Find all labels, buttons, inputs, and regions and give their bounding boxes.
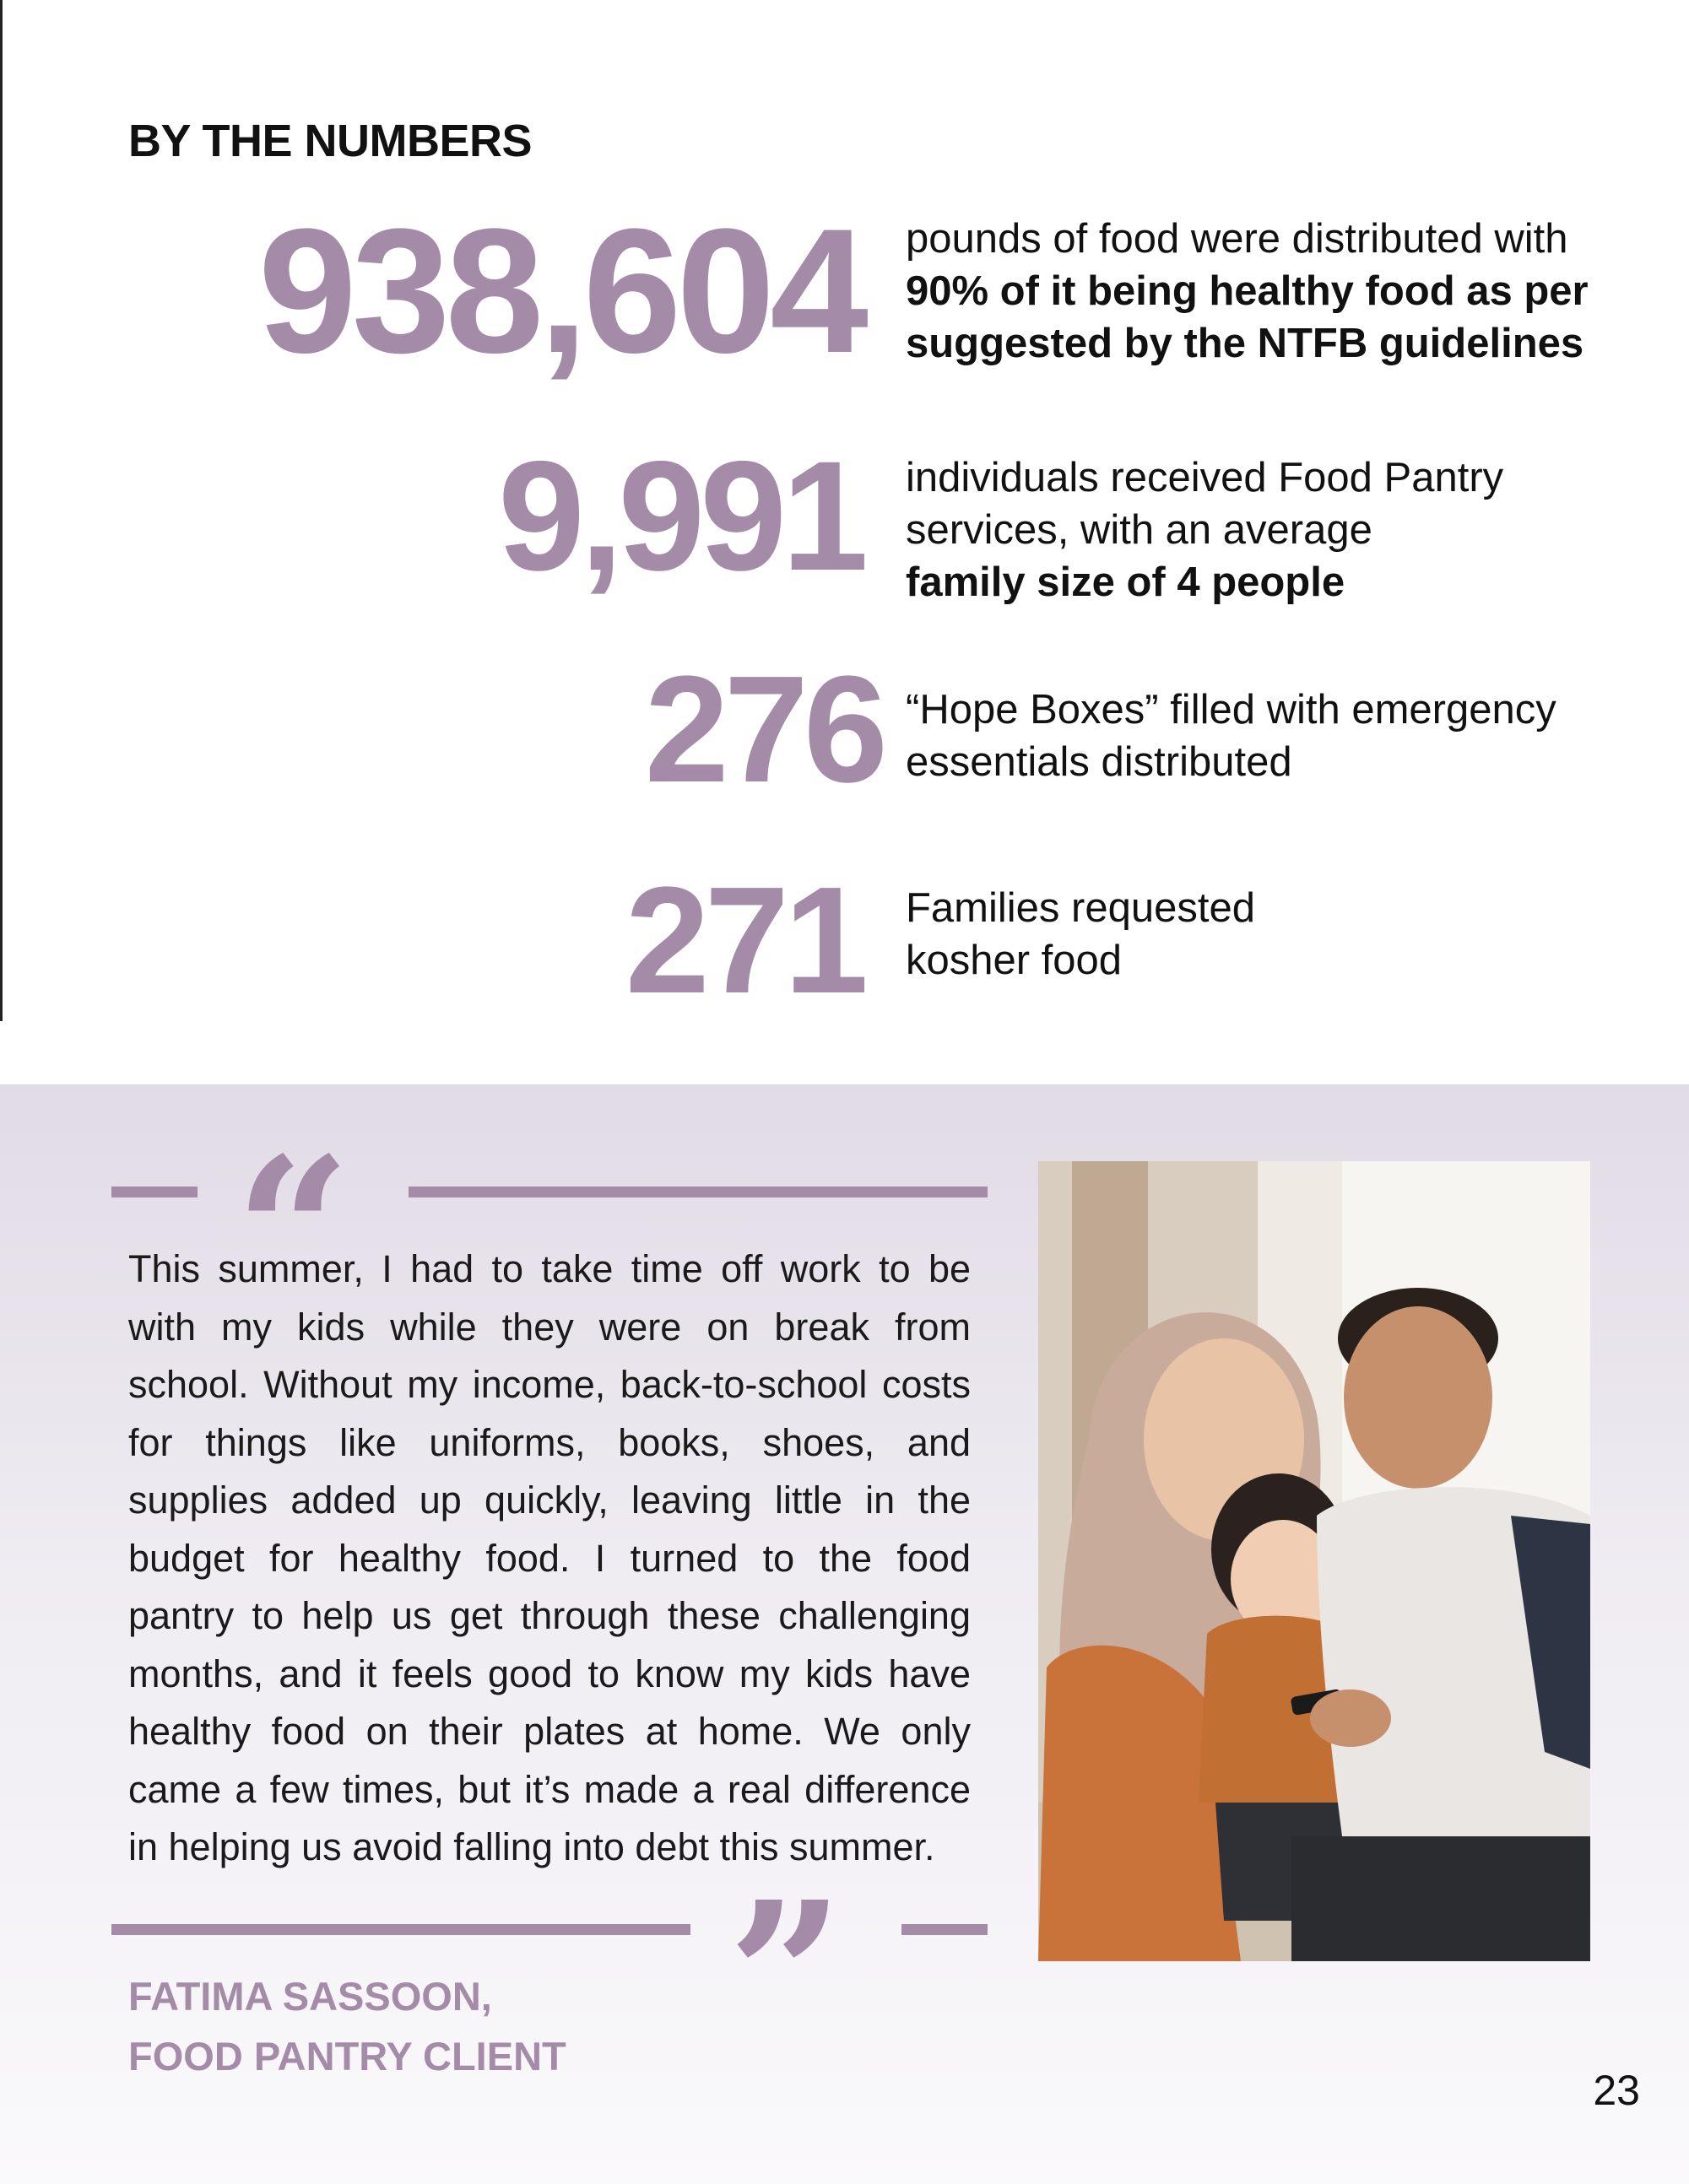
stat-description-text: pounds of food were distributed with — [906, 216, 1568, 262]
stat-number-individuals: 9,991 — [498, 430, 863, 603]
family-photo-illustration — [1038, 1161, 1590, 1961]
testimonial-text: This summer, I had to take time off work to be with my kids while they were on break from school. Without my income, back-to-school costs for things like uniforms, books, shoes, and supplies added up quickly, leaving little in the budget for healthy food. I turned to the food pantry to help us get through these challenging months, and it feels good to know my kids have healthy food on their plates at home. We only came a few times, but it’s made a real difference in helping us avoid falling into debt this summer. — [128, 1247, 971, 1868]
quote-rule-top-left — [111, 1187, 198, 1197]
stat-description-text: “Hope Boxes” filled with emergency essentials distributed — [906, 687, 1556, 785]
stat-description-text: individuals received Food Pantry services, with an average — [906, 455, 1504, 553]
quote-rule-top-right — [409, 1187, 988, 1197]
stat-number-kosher-families: 271 — [625, 856, 863, 1025]
quote-rule-bottom-right — [901, 1924, 988, 1935]
close-quote-mark: ” — [728, 1857, 845, 2095]
family-photo — [1038, 1161, 1590, 1961]
stat-description-individuals — [906, 451, 1547, 608]
quote-rule-bottom-left — [111, 1924, 690, 1935]
stat-description-pounds — [906, 213, 1648, 370]
left-edge-rule — [0, 0, 3, 1021]
stat-description-highlight: 90% of it being healthy food as per suggested by the NTFB guidelines — [906, 268, 1589, 366]
attribution-name: FATIMA SASSOON, — [128, 1974, 492, 2019]
stat-description-hope-boxes — [906, 684, 1581, 788]
stat-description-highlight: family size of 4 people — [906, 560, 1345, 605]
testimonial-attribution — [128, 1966, 566, 2086]
page-number: 23 — [1593, 2067, 1640, 2114]
stat-number-pounds: 938,604 — [257, 192, 863, 390]
open-quote-mark: “ — [235, 1113, 352, 1351]
section-title: BY THE NUMBERS — [128, 116, 533, 166]
stat-description-kosher-families — [906, 882, 1269, 987]
attribution-role: FOOD PANTRY CLIENT — [128, 2034, 566, 2079]
stat-number-hope-boxes: 276 — [644, 645, 883, 814]
stat-description-text: Families requested kosher food — [906, 885, 1255, 983]
